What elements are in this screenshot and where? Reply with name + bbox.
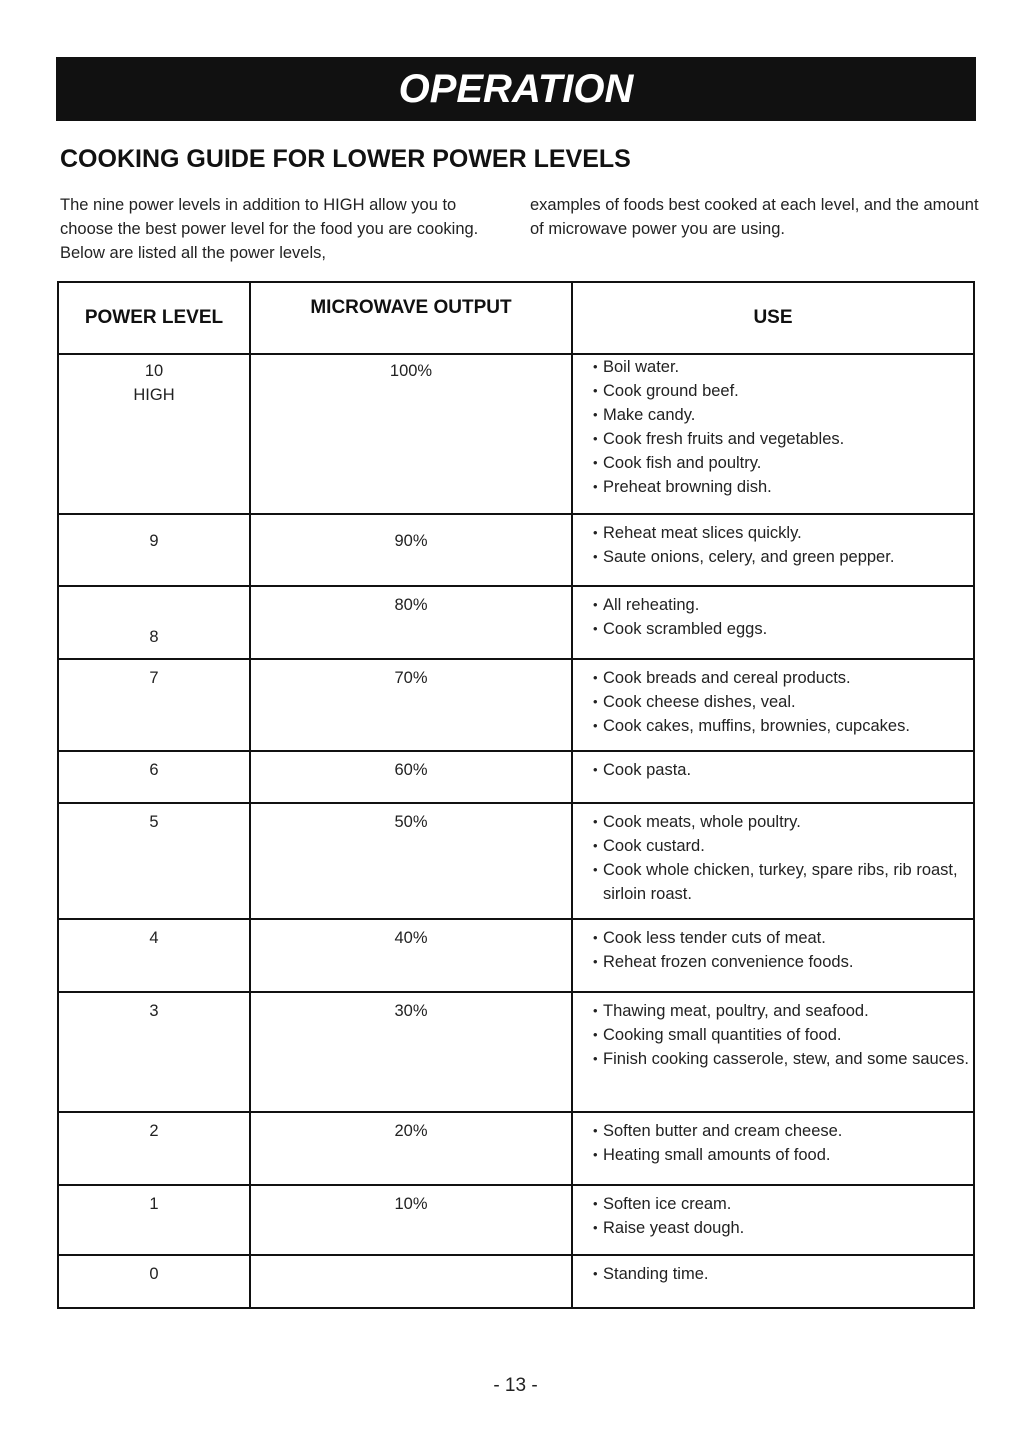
use-list-item: • Boil water. [593, 355, 973, 379]
use-list-item: • Cook whole chicken, turkey, spare ribs, rib roast, sirloin roast. [593, 858, 973, 906]
microwave-output-value: 70% [394, 669, 428, 687]
power-level-value: 0 [149, 1265, 159, 1283]
use-cell [572, 1185, 974, 1255]
use-list-item: • Raise yeast dough. [593, 1216, 973, 1240]
table-row [58, 1185, 974, 1255]
use-list-item: • Heating small amounts of food. [593, 1143, 973, 1167]
section-banner [56, 57, 976, 121]
use-list-item: • Cook scrambled eggs. [593, 617, 973, 641]
power-level-cell [58, 659, 250, 751]
microwave-output-cell [250, 919, 572, 992]
use-cell [572, 1255, 974, 1308]
use-list-item: • Finish cooking casserole, stew, and some sauces. [593, 1047, 973, 1071]
header-microwave-output: MICROWAVE OUTPUT [250, 282, 572, 354]
power-level-value: 3 [149, 1002, 159, 1020]
power-level-cell [58, 992, 250, 1112]
use-list-item: • Reheat frozen convenience foods. [593, 950, 973, 974]
use-list-item: • Preheat browning dish. [593, 475, 973, 499]
power-level-value: HIGH [133, 386, 175, 404]
header-power-level: POWER LEVEL [58, 282, 250, 354]
power-level-cell [58, 919, 250, 992]
use-list-item: • All reheating. [593, 593, 973, 617]
header-use: USE [572, 282, 974, 354]
power-level-cell [58, 1112, 250, 1185]
use-cell [572, 1112, 974, 1185]
table-row [58, 514, 974, 586]
use-list [573, 993, 973, 1071]
use-list-item: • Cooking small quantities of food. [593, 1023, 973, 1047]
microwave-output-cell [250, 751, 572, 803]
table-row [58, 1112, 974, 1185]
table-row [58, 992, 974, 1112]
use-list-item: • Cook cakes, muffins, brownies, cupcakes. [593, 714, 973, 738]
use-list-item: • Soften ice cream. [593, 1192, 973, 1216]
microwave-output-cell [250, 659, 572, 751]
use-list-item: • Soften butter and cream cheese. [593, 1119, 973, 1143]
page-number: - 13 - [493, 1375, 538, 1396]
microwave-output-cell [250, 354, 572, 514]
table-header-row [58, 282, 974, 354]
use-cell [572, 803, 974, 919]
banner-title: OPERATION [398, 66, 634, 111]
microwave-output-value: 30% [394, 1002, 428, 1020]
microwave-output-cell [250, 586, 572, 659]
power-level-value: 9 [149, 532, 159, 550]
use-list-item: • Standing time. [593, 1262, 973, 1286]
power-level-value: 8 [149, 628, 159, 646]
use-list [573, 660, 973, 738]
table-row [58, 803, 974, 919]
microwave-output-cell [250, 803, 572, 919]
table-row [58, 354, 974, 514]
use-list [573, 920, 973, 974]
power-level-cell [58, 354, 250, 514]
use-list [573, 1186, 973, 1240]
use-list-item: • Cook pasta. [593, 758, 973, 782]
use-list-item: • Cook fresh fruits and vegetables. [593, 427, 973, 451]
power-level-value: 4 [149, 929, 159, 947]
power-level-value: 10 [144, 362, 164, 380]
use-list [573, 1256, 973, 1286]
microwave-output-value: 20% [394, 1122, 428, 1140]
microwave-output-value [251, 1256, 571, 1262]
power-level-cell [58, 1185, 250, 1255]
use-cell [572, 659, 974, 751]
use-cell [572, 514, 974, 586]
table-row [58, 751, 974, 803]
page-heading: COOKING GUIDE FOR LOWER POWER LEVELS [60, 145, 631, 173]
use-list-item: • Cook ground beef. [593, 379, 973, 403]
microwave-output-value: 10% [394, 1195, 428, 1213]
use-list [573, 515, 973, 569]
power-level-cell [58, 1255, 250, 1308]
use-list-item: • Reheat meat slices quickly. [593, 521, 973, 545]
power-level-cell [58, 803, 250, 919]
power-level-value: 7 [149, 669, 159, 687]
table-row [58, 1255, 974, 1308]
use-list-item: • Cook fish and poultry. [593, 451, 973, 475]
power-level-value: 6 [149, 761, 159, 779]
power-level-cell [58, 514, 250, 586]
microwave-output-value: 90% [394, 532, 428, 550]
use-list [573, 1113, 973, 1167]
table-row [58, 586, 974, 659]
use-list-item: • Cook breads and cereal products. [593, 666, 973, 690]
table-body [58, 354, 974, 1308]
microwave-output-cell [250, 514, 572, 586]
use-list-item: • Saute onions, celery, and green pepper. [593, 545, 973, 569]
use-cell [572, 992, 974, 1112]
table-row [58, 659, 974, 751]
intro-paragraph-left: The nine power levels in addition to HIGH allow you to choose the best power level for the food you are cooking. Below are listed all the power levels, [60, 196, 479, 262]
use-list [573, 587, 973, 641]
use-list-item: • Cook cheese dishes, veal. [593, 690, 973, 714]
microwave-output-value: 80% [394, 596, 428, 614]
microwave-output-value: 60% [394, 761, 428, 779]
power-level-table [57, 281, 975, 1309]
microwave-output-cell [250, 992, 572, 1112]
use-list-item: • Cook meats, whole poultry. [593, 810, 973, 834]
use-cell [572, 354, 974, 514]
microwave-output-value: 50% [394, 813, 428, 831]
microwave-output-value: 40% [394, 929, 428, 947]
use-cell [572, 586, 974, 659]
use-list-item: • Make candy. [593, 403, 973, 427]
use-list [573, 355, 973, 499]
microwave-output-cell [250, 1185, 572, 1255]
power-level-cell [58, 586, 250, 659]
microwave-output-cell [250, 1112, 572, 1185]
use-list [573, 804, 973, 906]
use-list-item: • Cook less tender cuts of meat. [593, 926, 973, 950]
use-list-item: • Cook custard. [593, 834, 973, 858]
use-cell [572, 919, 974, 992]
power-level-value: 5 [149, 813, 159, 831]
power-level-cell [58, 751, 250, 803]
microwave-output-cell [250, 1255, 572, 1308]
power-level-value: 2 [149, 1122, 159, 1140]
table-row [58, 919, 974, 992]
use-list [573, 752, 973, 782]
power-level-value: 1 [149, 1195, 159, 1213]
use-cell [572, 751, 974, 803]
microwave-output-value: 100% [389, 362, 433, 380]
intro-paragraph-right: examples of foods best cooked at each level, and the amount of microwave power you are using. [530, 196, 979, 238]
use-list-item: • Thawing meat, poultry, and seafood. [593, 999, 973, 1023]
